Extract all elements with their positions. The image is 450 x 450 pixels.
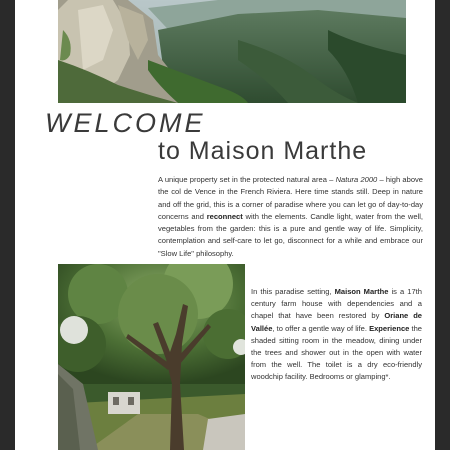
tree-meadow-photo xyxy=(58,264,245,450)
intro-text: – high above the col de Vence in the French Riviera. Here time stands still. Deep in nature and off the grid, this is a corner of paradise where you can let go of day-to-day concerns and xyxy=(158,175,423,221)
body-text: , to offer a gentle way of life. xyxy=(272,323,370,333)
welcome-subheading: to Maison Marthe xyxy=(158,137,368,165)
natura-2000-text: Natura 2000 xyxy=(335,175,378,184)
intro-text: with the elements. Candle light, water from the well, vegetables from the garden: this is a pure and gentle way of life. Simplicity, contemplation and self-care to let go, disconnect for a while and embrace our "Slow Life" philosophy. xyxy=(158,211,423,258)
intro-paragraph xyxy=(158,174,423,260)
body-text: the shaded sitting room in the meadow, dining under the trees and shower out in the open with water from the well. The toilet is a dry eco-friendly woodchip facility. Bedrooms or glamping*. xyxy=(251,323,422,382)
body-text: is a 17th century farm house with dependencies and a chapel that have been restored by xyxy=(251,287,422,321)
mountain-landscape-photo xyxy=(58,0,406,103)
description-paragraph xyxy=(251,286,422,384)
reconnect-text: reconnect xyxy=(206,211,243,221)
experience-text: Experience xyxy=(369,323,410,333)
brochure-page xyxy=(15,0,435,450)
body-text: In this paradise setting, xyxy=(251,287,335,296)
welcome-heading: WELCOME xyxy=(45,108,206,138)
intro-text: A unique property set in the protected natural area – xyxy=(158,175,336,184)
owner-name-text: Oriane de Vallée xyxy=(251,311,423,333)
maison-marthe-text: Maison Marthe xyxy=(334,287,389,296)
